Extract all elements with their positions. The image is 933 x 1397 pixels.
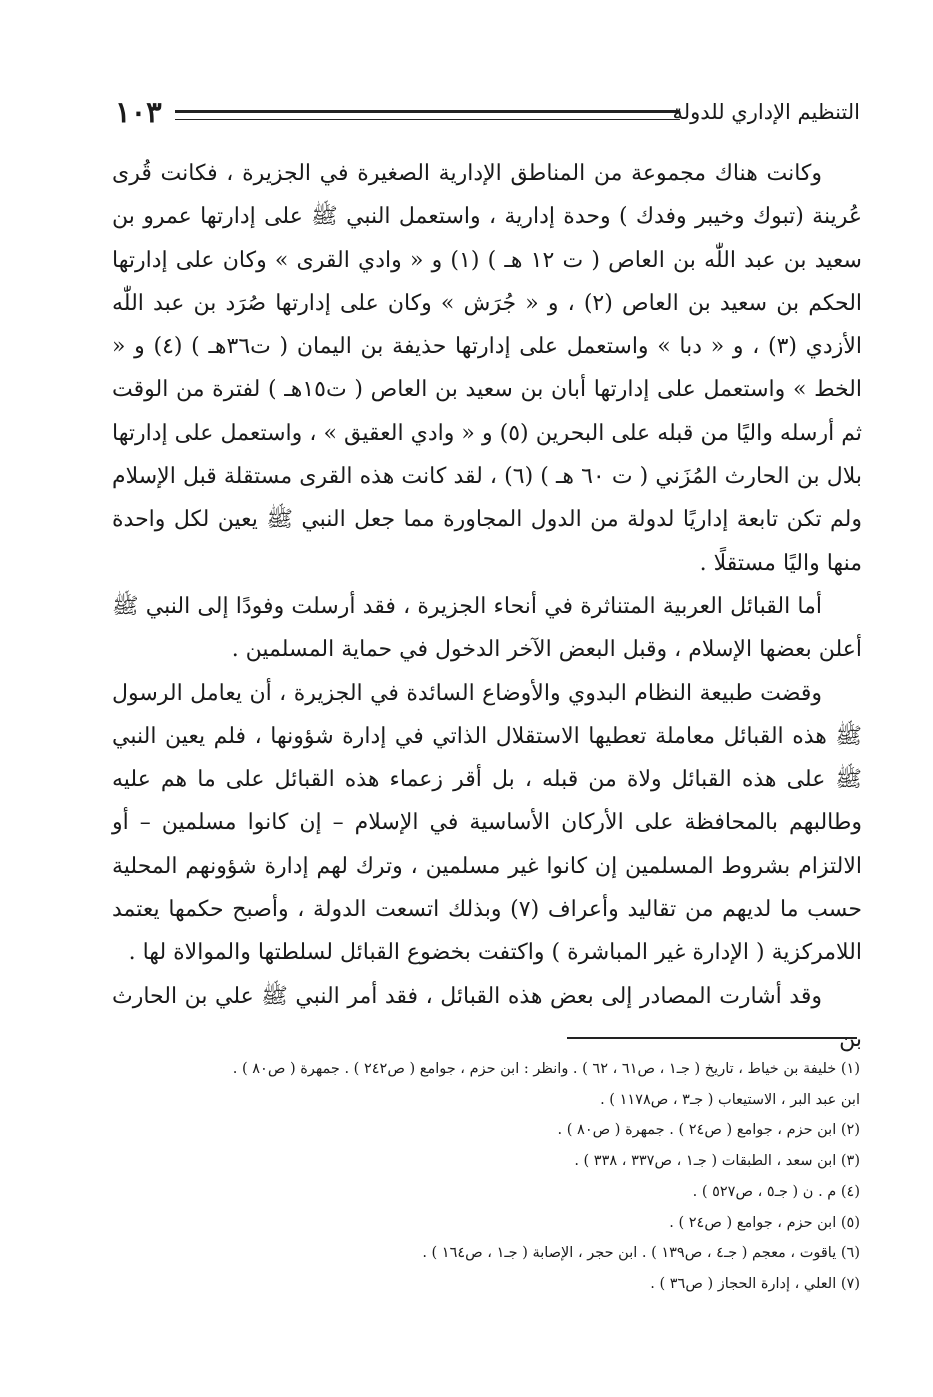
page-header — [115, 92, 860, 136]
paragraph-4: وقد أشارت المصادر إلى بعض هذه القبائل ، فقد أمر النبي ﷺ علي بن الحارث بن — [112, 983, 862, 1052]
paragraph-3: وقضت طبيعة النظام البدوي والأوضاع السائدة في الجزيرة ، أن يعامل الرسول ﷺ هذه القبائل معاملة تعطيها الاستقلال الذاتي في إدارة شؤونها ، فلم يعين النبي ﷺ على هذه القبائل ولاة من قبله ، بل أقر زعماء هذه القبائل على ما هم عليه وطالبهم بالمحافظة على الأركان الأساسية في الإسلام – إن كانوا مسلمين – أو الالتزام بشروط المسلمين إن كانوا غير مسلمين ، وترك لهم إدارة شؤونهم المحلية حسب ما لديهم من تقاليد وأعراف (٧) وبذلك اتسعت الدولة ، وأصبح حكمها يعتمد اللامركزية ( الإدارة غير المباشرة ) واكتفت بخضوع القبائل لسلطتها والموالاة لها . — [112, 680, 862, 966]
footnote-7: (٧) العلي ، إدارة الحجاز ( ص٣٦ ) . — [650, 1275, 860, 1292]
footnote-separator — [567, 1037, 857, 1039]
header-rule — [175, 110, 680, 120]
footnote-1: (١) خليفة بن خياط ، تاريخ ( جـ١ ، ص٦١ ، ٦٢ ) . وانظر : ابن حزم ، جوامع ( ص٢٤٢ ) . جمهرة ( ص٨٠ ) . — [232, 1061, 860, 1077]
main-text — [112, 152, 862, 1061]
footnote-3: (٣) ابن سعد ، الطبقات ( جـ١ ، ص٣٣٧ ، ٣٣٨ ) . — [574, 1153, 860, 1170]
footnotes — [115, 1054, 860, 1300]
running-title: التنظيم الإداري للدولة — [672, 100, 860, 124]
footnote-4: (٤) م . ن ( جـ٥ ، ص٥٢٧ ) . — [692, 1183, 860, 1200]
footnote-2: (٢) ابن حزم ، جوامع ( ص٢٤ ) . جمهرة ( ص٨٠ ) . — [557, 1122, 860, 1139]
paragraph-1: وكانت هناك مجموعة من المناطق الإدارية الصغيرة في الجزيرة ، فكانت قُرى عُرينة (تبوك وخيبر وفدك ) وحدة إدارية ، واستعمل النبي ﷺ على إدارتها عمرو بن سعيد بن عبد اللّٰه بن العاص ( ت ١٢ هـ ) (١) و « وادي القرى » وكان على إدارتها الحكم بن سعيد بن العاص (٢) ، و « جُرَش » وكان على إدارتها صُرَد بن عبد اللّٰه الأزدي (٣) ، و « دبا » واستعمل على إدارتها حذيفة بن اليمان ( ت٣٦هـ ) (٤) و « الخط » واستعمل على إدارتها أبان بن سعيد بن العاص ( ت١٥هـ ) لفترة من الوقت ثم أرسله واليًا من قبله على البحرين (٥) و « وادي العقيق » ، واستعمل على إدارتها بلال بن الحارث المُزَني ( ت ٦٠ هـ ) (٦) ، لقد كانت هذه القرى مستقلة قبل الإسلام ولم تكن تابعة إداريًا لدولة من الدول المجاورة مما جعل النبي ﷺ يعين لكل واحدة منها واليًا مستقلًا . — [112, 161, 863, 576]
footnote-5: (٥) ابن حزم ، جوامع ( ص٢٤ ) . — [669, 1214, 860, 1231]
page-number: ١٠٣ — [115, 95, 162, 129]
footnote-1-continued: ابن عبد البر ، الاستيعاب ( جـ٣ ، ص١١٧٨ ) . — [600, 1091, 860, 1108]
footnote-6: (٦) ياقوت ، معجم ( جـ٤ ، ص١٣٩ ) . ابن حجر ، الإصابة ( جـ١ ، ص١٦٤ ) . — [422, 1245, 860, 1262]
paragraph-2: أما القبائل العربية المتناثرة في أنحاء الجزيرة ، فقد أرسلت وفودًا إلى النبي ﷺ أعلن بعضها الإسلام ، وقبل البعض الآخر الدخول في حماية المسلمين . — [112, 593, 862, 663]
